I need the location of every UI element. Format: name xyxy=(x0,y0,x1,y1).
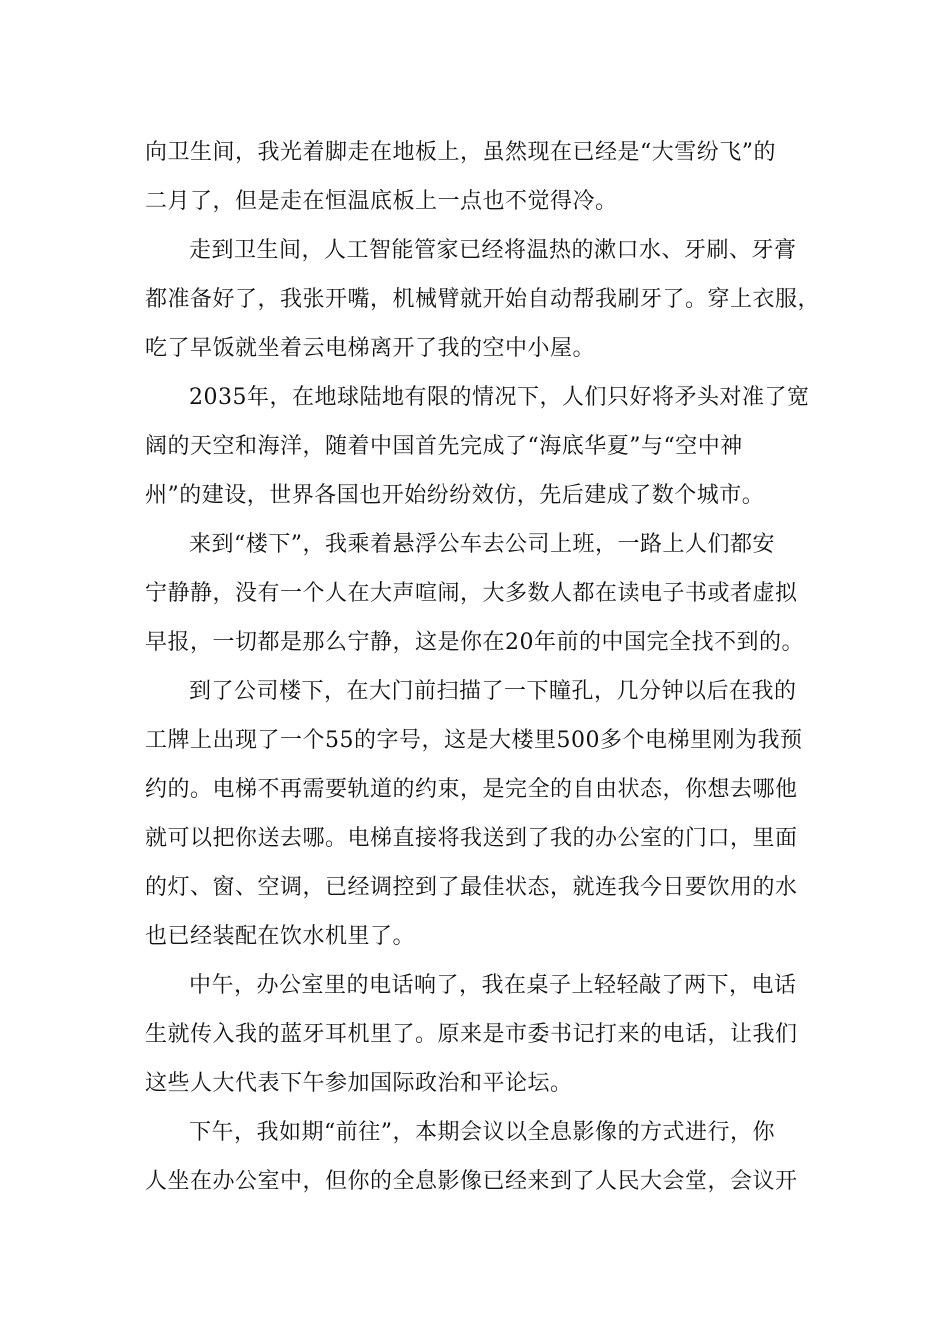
text-line: 吃了早饭就坐着云电梯离开了我的空中小屋。 xyxy=(145,336,596,361)
text-line: 约的。电梯不再需要轨道的约束，是完全的自由状态，你想去哪他 xyxy=(145,777,798,802)
paragraph-first-line: 下午，我如期“前往”，本期会议以全息影像的方式进行，你 xyxy=(189,1120,775,1145)
text-line: 人坐在办公室中，但你的全息影像已经来到了人民大会堂，会议开 xyxy=(145,1169,798,1194)
text-line: 宁静静，没有一个人在大声喧闹，大多数人都在读电子书或者虚拟 xyxy=(145,581,798,606)
text-line: 阔的天空和海洋，随着中国首先完成了“海底华夏”与“空中神 xyxy=(145,434,743,459)
paragraph-first-line: 2035年，在地球陆地有限的情况下，人们只好将矛头对准了宽 xyxy=(189,385,810,410)
text-line: 二月了，但是走在恒温底板上一点也不觉得冷。 xyxy=(145,189,618,214)
paragraph-first-line: 中午，办公室里的电话响了，我在桌子上轻轻敲了两下，电话 xyxy=(189,973,797,998)
text-line: 就可以把你送去哪。电梯直接将我送到了我的办公室的门口，里面 xyxy=(145,826,798,851)
text-line: 早报，一切都是那么宁静，这是你在20年前的中国完全找不到的。 xyxy=(145,630,804,655)
text-line: 这些人大代表下午参加国际政治和平论坛。 xyxy=(145,1071,573,1096)
paragraph-first-line: 来到“楼下”，我乘着悬浮公车去公司上班，一路上人们都安 xyxy=(189,532,775,557)
text-line: 也已经装配在饮水机里了。 xyxy=(145,924,416,949)
text-line: 州”的建设，世界各国也开始纷纷效仿，先后建成了数个城市。 xyxy=(145,483,765,508)
text-line: 都准备好了，我张开嘴，机械臂就开始自动帮我刷牙了。穿上衣服， xyxy=(145,287,821,312)
paragraph-first-line: 走到卫生间，人工智能管家已经将温热的漱口水、牙刷、牙膏 xyxy=(189,238,797,263)
document-body xyxy=(145,128,823,1206)
text-line: 工牌上出现了一个55的字号，这是大楼里500多个电梯里刚为我预 xyxy=(145,728,803,753)
paragraph-first-line: 到了公司楼下，在大门前扫描了一下瞳孔，几分钟以后在我的 xyxy=(189,679,797,704)
text-line: 生就传入我的蓝牙耳机里了。原来是市委书记打来的电话，让我们 xyxy=(145,1022,798,1047)
text-line: 向卫生间，我光着脚走在地板上，虽然现在已经是“大雪纷飞”的 xyxy=(145,140,776,165)
text-line: 的灯、窗、空调，已经调控到了最佳状态，就连我今日要饮用的水 xyxy=(145,875,798,900)
